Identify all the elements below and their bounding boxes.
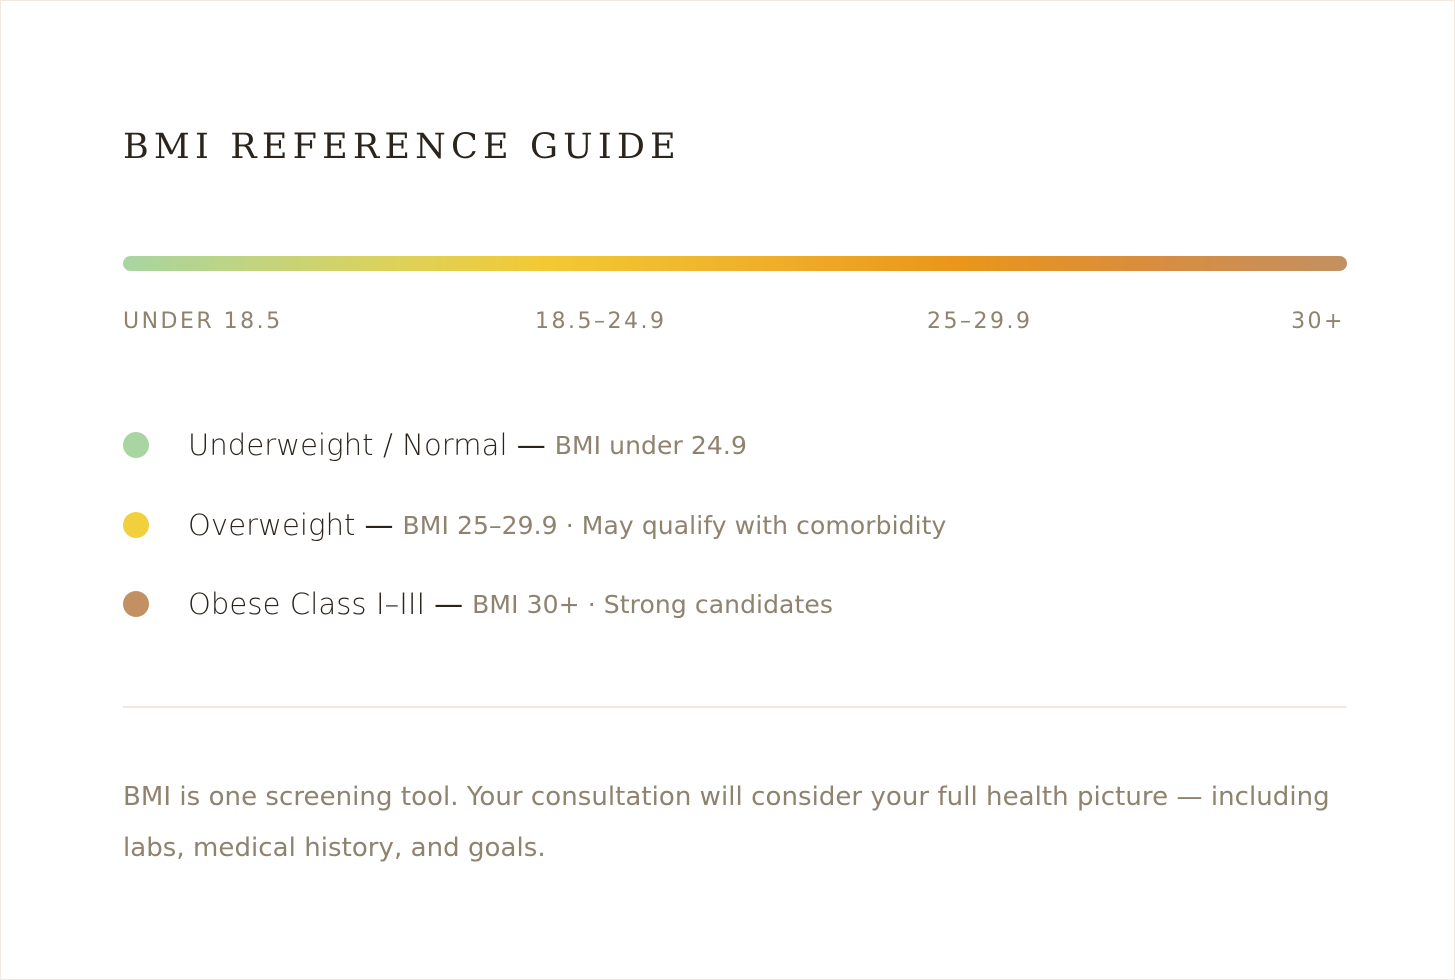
legend-label: Underweight / Normal: [188, 428, 508, 462]
bmi-note: BMI is one screening tool. Your consultation will consider your full health picture — including labs, medical history, and goals.: [123, 782, 1330, 863]
legend-label: Overweight: [188, 508, 356, 542]
legend-label: Obese Class I–III: [188, 587, 426, 621]
legend-item-obese: [123, 586, 833, 622]
legend-separator: —: [364, 508, 394, 542]
legend-separator: —: [516, 428, 546, 462]
legend-detail: BMI 30+ · Strong candidates: [472, 589, 833, 619]
green-legend-dot: [123, 432, 149, 458]
scale-label-18-5-24-9: 18.5–24.9: [535, 309, 667, 334]
legend-detail: BMI under 24.9: [554, 430, 747, 460]
yellow-legend-dot: [123, 512, 149, 538]
legend-item-overweight: [123, 507, 946, 543]
legend-detail: BMI 25–29.9 · May qualify with comorbidity: [402, 510, 947, 540]
scale-label-25-29-9: 25–29.9: [927, 309, 1033, 334]
section-divider: [123, 706, 1347, 708]
scale-label-30-plus: 30+: [1291, 309, 1345, 334]
tan-legend-dot: [123, 591, 149, 617]
legend-item-underweight-normal: [123, 427, 747, 463]
bmi-gradient-scale: [123, 256, 1347, 271]
scale-label-under-18-5: UNDER 18.5: [123, 309, 283, 334]
legend-separator: —: [434, 587, 464, 621]
page-title: BMI REFERENCE GUIDE: [123, 127, 681, 167]
